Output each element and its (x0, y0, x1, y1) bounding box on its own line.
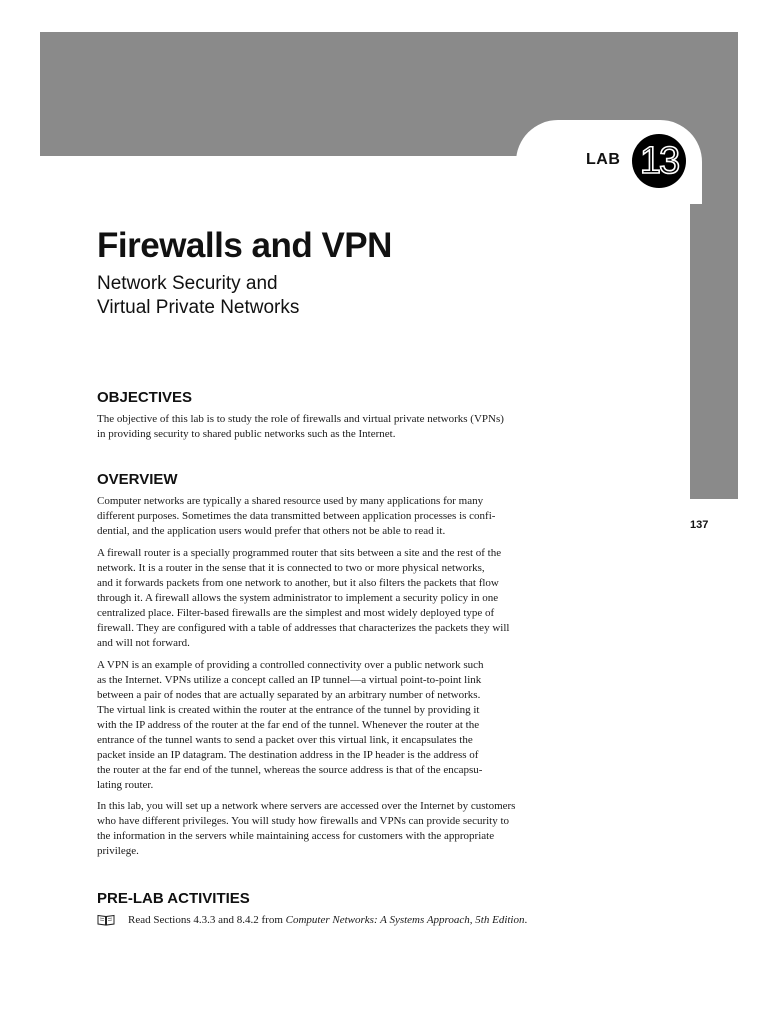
objectives-paragraph (97, 412, 557, 442)
text-line: firewall. They are configured with a table of addresses that characterizes the packets they will (97, 622, 510, 634)
text-line: privilege. (97, 845, 139, 857)
text-line: different purposes. Sometimes the data transmitted between application processes is confi- (97, 510, 496, 522)
text-line: The virtual link is created within the router at the entrance of the tunnel by providing it (97, 704, 480, 716)
text-line: and will not forward. (97, 637, 190, 649)
text-line: and it forwards packets from one network to another, but it also filters the packets that flow (97, 577, 499, 589)
prelab-heading: PRE-LAB ACTIVITIES (97, 890, 250, 907)
text-line: network. It is a router in the sense that it is connected to two or more physical networks, (97, 562, 485, 574)
text-line: lating router. (97, 779, 154, 791)
prelab-book-title: Computer Networks: A Systems Approach, 5th Edition (285, 914, 525, 926)
overview-paragraph-2 (97, 546, 557, 651)
overview-paragraph-3 (97, 658, 557, 793)
page-title: Firewalls and VPN (97, 226, 392, 265)
text-line: A firewall router is a specially programmed router that sits between a site and the rest of the (97, 547, 502, 559)
prelab-text: Read Sections 4.3.3 and 8.4.2 from (128, 914, 286, 926)
overview-heading: OVERVIEW (97, 471, 178, 488)
lab-label: LAB (586, 151, 621, 168)
text-line: in providing security to shared public networks such as the Internet. (97, 428, 396, 440)
text-line: as the Internet. VPNs utilize a concept called an IP tunnel—a virtual point-to-point link (97, 674, 482, 686)
lab-number-circle (632, 134, 686, 188)
text-line: the information in the servers while maintaining access for customers with the appropriate (97, 830, 495, 842)
text-line: with the IP address of the router at the far end of the tunnel. Whenever the router at the (97, 719, 480, 731)
text-line: Computer networks are typically a shared resource used by many applications for many (97, 495, 484, 507)
text-line: centralized place. Filter-based firewalls are the simplest and most widely deployed type of (97, 607, 495, 619)
book-icon (97, 914, 115, 926)
page-subtitle (97, 272, 299, 320)
text-line: entrance of the tunnel wants to send a packet over this virtual link, it encapsulates the (97, 734, 473, 746)
text-line: packet inside an IP datagram. The destination address in the IP header is the address of (97, 749, 479, 761)
text-line: through it. A firewall allows the system administrator to implement a security policy in one (97, 592, 499, 604)
text-line: between a pair of nodes that are actually separated by an arbitrary number of networks. (97, 689, 481, 701)
prelab-text-end: . (524, 914, 528, 926)
objectives-heading: OBJECTIVES (97, 389, 193, 406)
text-line: In this lab, you will set up a network where servers are accessed over the Internet by customers (97, 800, 516, 812)
subtitle-line: Network Security and (97, 273, 278, 294)
page-number: 137 (690, 519, 709, 531)
overview-paragraph-4 (97, 799, 557, 859)
overview-paragraph-1 (97, 494, 557, 539)
subtitle-line: Virtual Private Networks (97, 297, 300, 318)
text-line: the router at the far end of the tunnel, whereas the source address is that of the encapsu- (97, 764, 483, 776)
text-line: A VPN is an example of providing a controlled connectivity over a public network such (97, 659, 484, 671)
prelab-item (97, 912, 527, 928)
text-line: The objective of this lab is to study the role of firewalls and virtual private networks (VPNs) (97, 413, 504, 425)
text-line: who have different privileges. You will study how firewalls and VPNs can provide security to (97, 815, 510, 827)
text-line: dential, and the application users would prefer that others not be able to read it. (97, 525, 446, 537)
lab-number: 13 (639, 139, 679, 182)
